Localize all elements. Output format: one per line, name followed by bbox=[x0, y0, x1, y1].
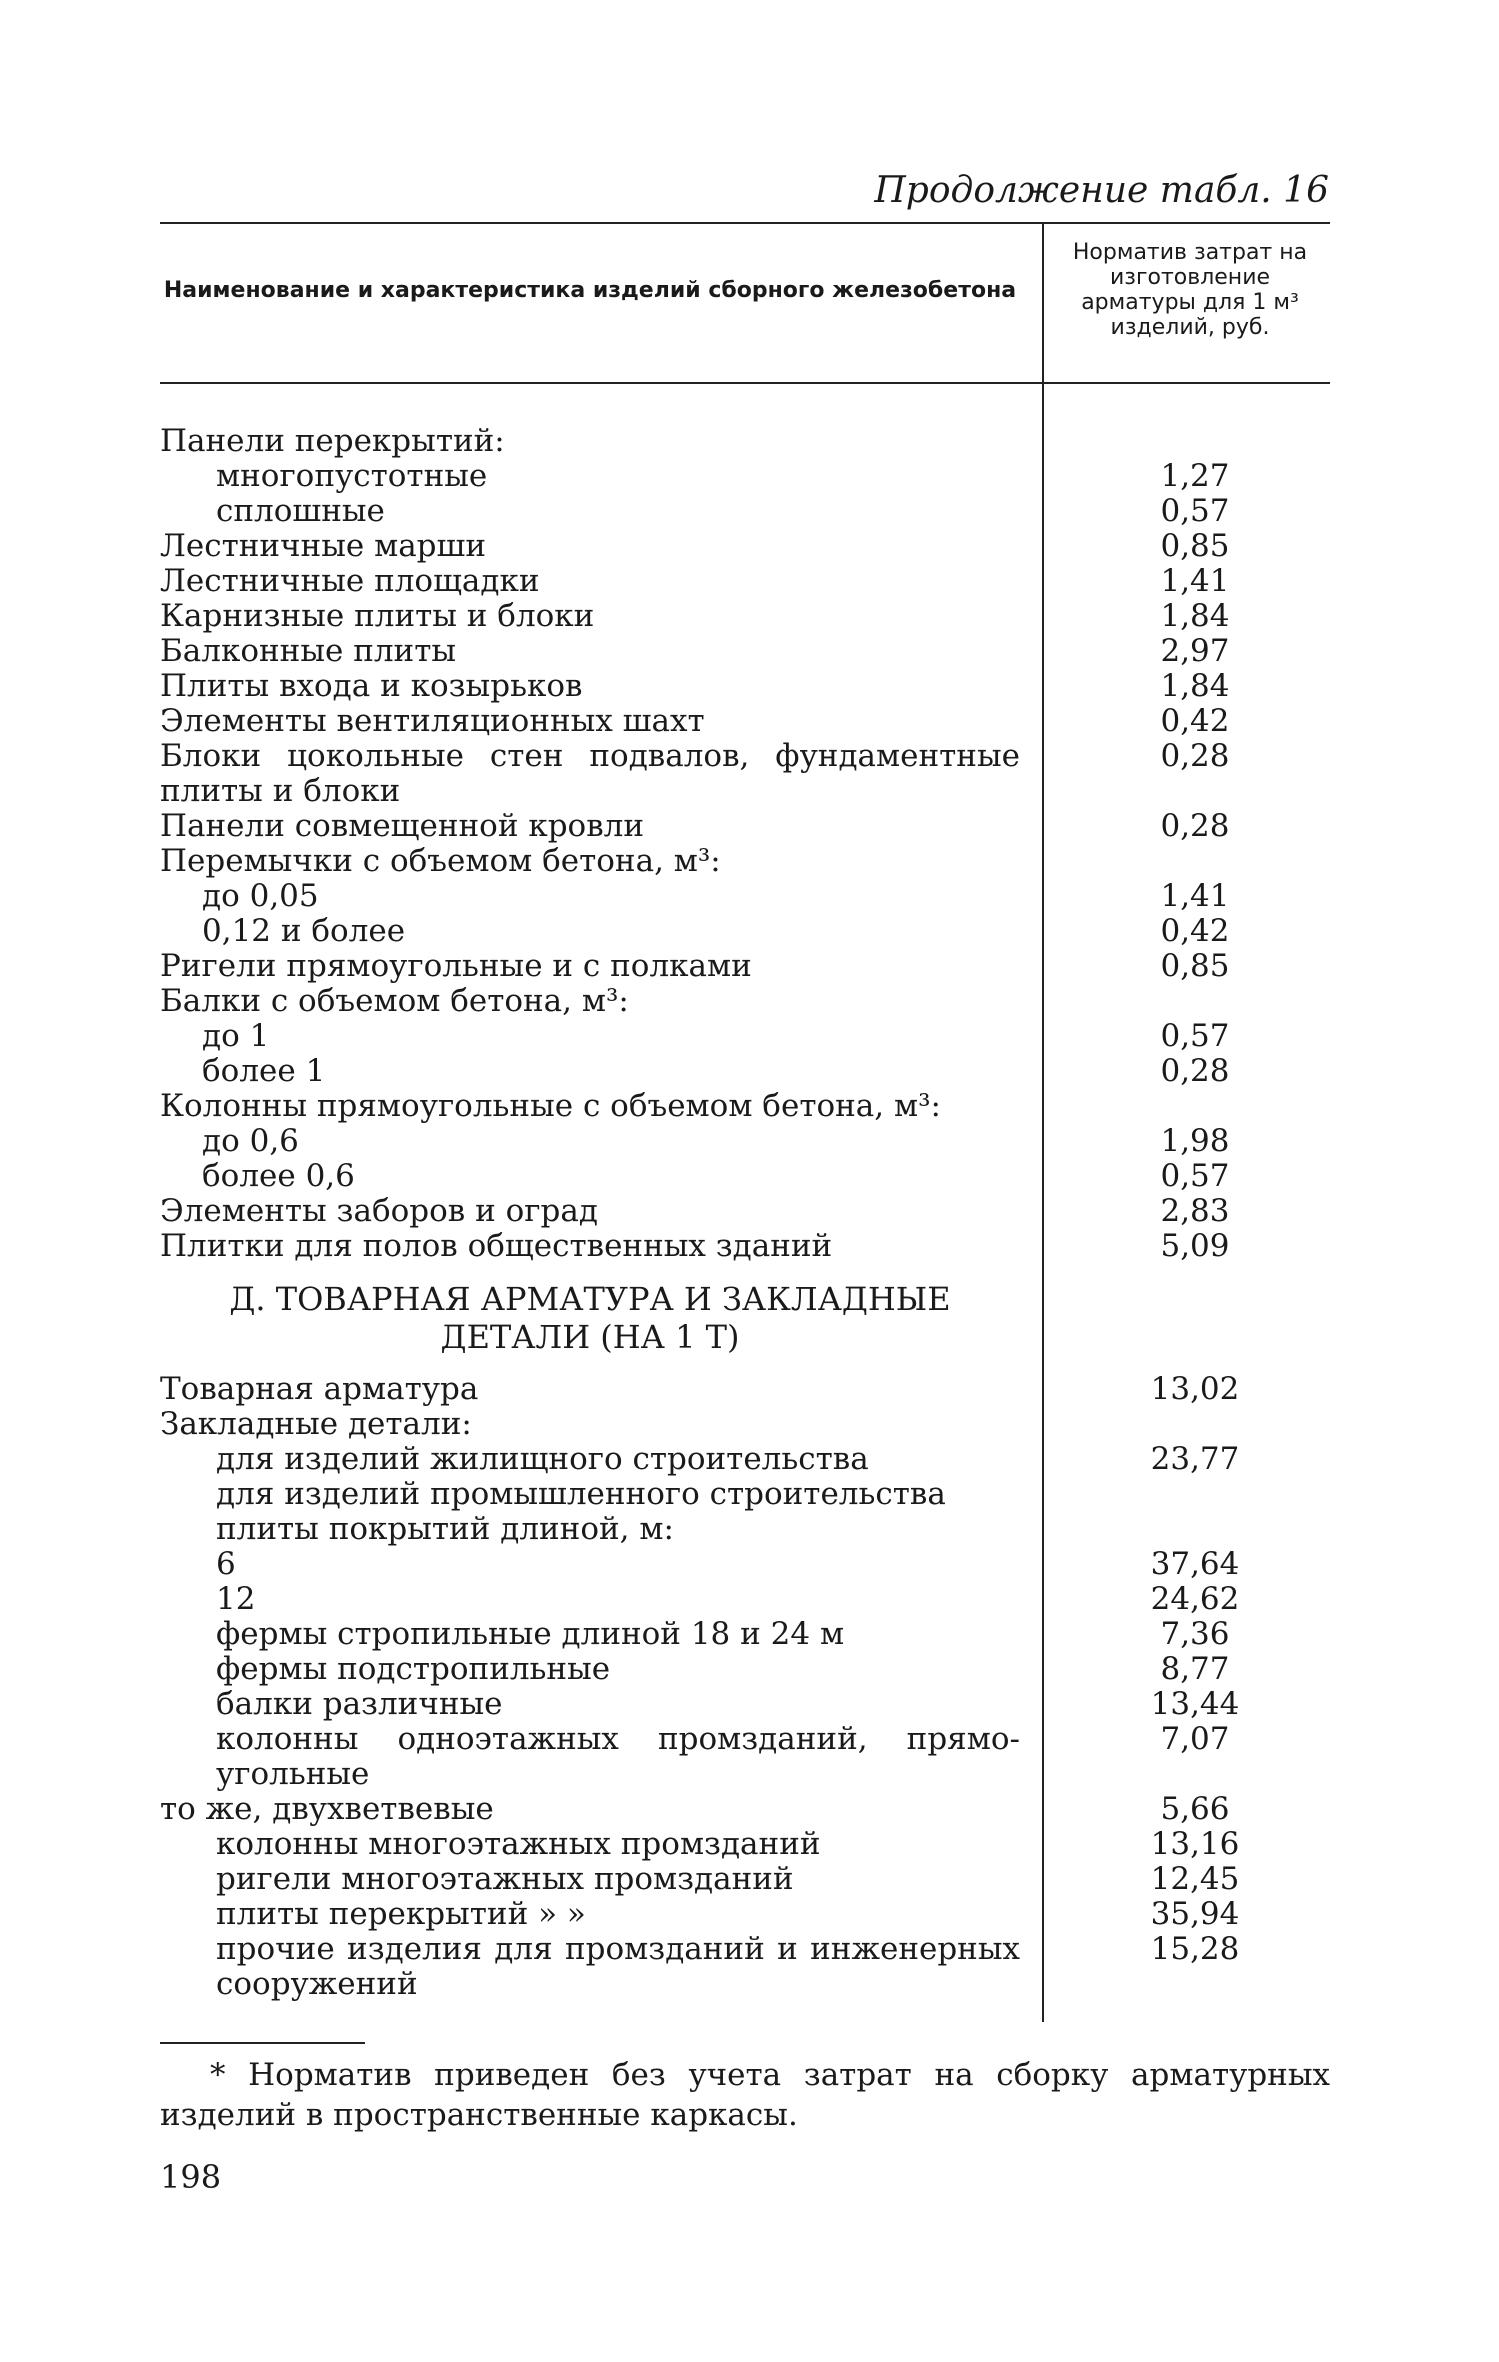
table-rows-part2 bbox=[160, 1372, 1330, 2002]
table-row bbox=[160, 1547, 1330, 1582]
table-top-rule bbox=[160, 222, 1330, 224]
row-value: 1,41 bbox=[1160, 563, 1230, 599]
row-value: 0,42 bbox=[1160, 703, 1230, 739]
table-row bbox=[160, 599, 1330, 634]
row-value: 35,94 bbox=[1150, 1896, 1240, 1932]
row-value: 7,36 bbox=[1160, 1616, 1230, 1652]
row-label: Ригели прямоугольные и с полками bbox=[160, 948, 752, 984]
table-row bbox=[160, 1827, 1330, 1862]
table-row bbox=[160, 669, 1330, 704]
table-row bbox=[160, 424, 1330, 459]
table-header-rule bbox=[160, 382, 1330, 384]
table-row bbox=[160, 1932, 1330, 1967]
row-label: сооружений bbox=[216, 1966, 418, 2002]
row-label: ригели многоэтажных промзданий bbox=[216, 1861, 794, 1897]
section-title bbox=[160, 1280, 1020, 1356]
table-caption: Продолжение табл. 16 bbox=[874, 170, 1329, 211]
table-row bbox=[160, 949, 1330, 984]
row-value bbox=[1060, 1512, 1330, 1547]
header-norm-column: Норматив затрат на изготовление арматуры для 1 м³ изделий, руб. bbox=[1072, 240, 1308, 340]
row-label: плиты покрытий длиной, м: bbox=[216, 1511, 674, 1547]
row-label: сплошные bbox=[216, 493, 385, 529]
row-value: 0,28 bbox=[1160, 1053, 1230, 1089]
row-value: 13,16 bbox=[1150, 1826, 1240, 1862]
row-label: колонны одноэтажных промзданий, прямо- bbox=[216, 1721, 1020, 1757]
row-value: 1,41 bbox=[1160, 878, 1230, 914]
row-value bbox=[1060, 424, 1330, 459]
table-row bbox=[160, 1967, 1330, 2002]
table-row bbox=[160, 1159, 1330, 1194]
row-label: плиты и блоки bbox=[160, 773, 401, 809]
row-label: Плитки для полов общественных зданий bbox=[160, 1228, 833, 1264]
row-label: угольные bbox=[216, 1756, 370, 1792]
section-title-line2: ДЕТАЛИ (НА 1 Т) bbox=[440, 1318, 740, 1356]
row-label: Товарная арматура bbox=[160, 1371, 479, 1407]
row-label: Балки с объемом бетона, м³: bbox=[160, 983, 629, 1019]
row-value: 5,09 bbox=[1160, 1228, 1230, 1264]
table-body bbox=[160, 424, 1330, 2002]
row-label: для изделий промышленного строительства bbox=[216, 1476, 946, 1512]
row-label: балки различные bbox=[216, 1686, 503, 1722]
table-row bbox=[160, 529, 1330, 564]
row-label: Элементы вентиляционных шахт bbox=[160, 703, 705, 739]
row-value bbox=[1060, 774, 1330, 809]
row-value: 0,85 bbox=[1160, 528, 1230, 564]
table-row bbox=[160, 1652, 1330, 1687]
table-row bbox=[160, 1617, 1330, 1652]
row-value: 24,62 bbox=[1150, 1581, 1240, 1617]
row-value bbox=[1060, 1967, 1330, 2002]
row-label: более 0,6 bbox=[202, 1158, 355, 1194]
table-row bbox=[160, 1019, 1330, 1054]
table-row bbox=[160, 1054, 1330, 1089]
table-row bbox=[160, 1792, 1330, 1827]
table-row bbox=[160, 739, 1330, 774]
table-row bbox=[160, 704, 1330, 739]
row-value bbox=[1060, 844, 1330, 879]
table-row bbox=[160, 1897, 1330, 1932]
row-label: прочие изделия для промзданий и инженерных bbox=[216, 1931, 1020, 1967]
footnote: * Норматив приведен без учета затрат на сборку арматурных изделий в пространственные каркасы. bbox=[160, 2057, 1330, 2133]
row-label: колонны многоэтажных промзданий bbox=[216, 1826, 821, 1862]
row-label: Карнизные плиты и блоки bbox=[160, 598, 595, 634]
row-label: плиты перекрытий » » bbox=[216, 1896, 586, 1932]
row-label: Панели перекрытий: bbox=[160, 423, 505, 459]
footnote-rule bbox=[160, 2042, 365, 2044]
row-label: более 1 bbox=[202, 1053, 326, 1089]
row-label: до 0,05 bbox=[202, 878, 319, 914]
row-label: Закладные детали: bbox=[160, 1406, 472, 1442]
table-row bbox=[160, 809, 1330, 844]
row-value: 1,98 bbox=[1160, 1123, 1230, 1159]
row-value: 0,85 bbox=[1160, 948, 1230, 984]
table-row bbox=[160, 1512, 1330, 1547]
row-label: Лестничные площадки bbox=[160, 563, 540, 599]
row-label: Элементы заборов и оград bbox=[160, 1193, 598, 1229]
row-label: Панели совмещенной кровли bbox=[160, 808, 645, 844]
table-row bbox=[160, 1442, 1330, 1477]
table-row bbox=[160, 844, 1330, 879]
page-number: 198 bbox=[160, 2158, 222, 2196]
row-label: Блоки цокольные стен подвалов, фундаментные bbox=[160, 738, 1020, 774]
table-row bbox=[160, 459, 1330, 494]
table-row bbox=[160, 1582, 1330, 1617]
row-value: 1,27 bbox=[1160, 458, 1230, 494]
table-row bbox=[160, 634, 1330, 669]
row-value: 1,84 bbox=[1160, 668, 1230, 704]
table-row bbox=[160, 879, 1330, 914]
row-label: то же, двухветвевые bbox=[160, 1791, 494, 1827]
table-row bbox=[160, 1372, 1330, 1407]
row-label: 6 bbox=[216, 1546, 236, 1582]
row-label: для изделий жилищного строительства bbox=[216, 1441, 869, 1477]
row-value bbox=[1060, 1407, 1330, 1442]
table-row bbox=[160, 1862, 1330, 1897]
section-title-line1: Д. ТОВАРНАЯ АРМАТУРА И ЗАКЛАДНЫЕ bbox=[229, 1280, 951, 1318]
row-value: 1,84 bbox=[1160, 598, 1230, 634]
row-value bbox=[1060, 1477, 1330, 1512]
row-label: фермы стропильные длиной 18 и 24 м bbox=[216, 1616, 845, 1652]
row-label: фермы подстропильные bbox=[216, 1651, 611, 1687]
row-value: 0,57 bbox=[1160, 1018, 1230, 1054]
table-row bbox=[160, 1194, 1330, 1229]
row-value: 12,45 bbox=[1150, 1861, 1240, 1897]
row-label: Колонны прямоугольные с объемом бетона, м³: bbox=[160, 1088, 941, 1124]
table-row bbox=[160, 774, 1330, 809]
row-label: многопустотные bbox=[216, 458, 488, 494]
row-value: 2,83 bbox=[1160, 1193, 1230, 1229]
row-value: 5,66 bbox=[1160, 1791, 1230, 1827]
table-row bbox=[160, 1722, 1330, 1757]
row-value: 2,97 bbox=[1160, 633, 1230, 669]
table-row bbox=[160, 1407, 1330, 1442]
row-label: Лестничные марши bbox=[160, 528, 486, 564]
row-value: 0,28 bbox=[1160, 808, 1230, 844]
table-row bbox=[160, 1089, 1330, 1124]
table-row bbox=[160, 1229, 1330, 1264]
row-label: 12 bbox=[216, 1581, 256, 1617]
row-label: до 1 bbox=[202, 1018, 270, 1054]
row-label: Балконные плиты bbox=[160, 633, 457, 669]
row-label: до 0,6 bbox=[202, 1123, 299, 1159]
table-row bbox=[160, 1124, 1330, 1159]
row-value: 13,44 bbox=[1150, 1686, 1240, 1722]
table-row bbox=[160, 914, 1330, 949]
row-value: 23,77 bbox=[1150, 1441, 1240, 1477]
row-value: 0,57 bbox=[1160, 1158, 1230, 1194]
table-rows-part1 bbox=[160, 424, 1330, 1264]
row-value bbox=[1060, 984, 1330, 1019]
row-value: 37,64 bbox=[1150, 1546, 1240, 1582]
row-value bbox=[1060, 1089, 1330, 1124]
row-value: 7,07 bbox=[1160, 1721, 1230, 1757]
table-row bbox=[160, 1477, 1330, 1512]
row-label: Перемычки с объемом бетона, м³: bbox=[160, 843, 721, 879]
table-row bbox=[160, 984, 1330, 1019]
row-value: 13,02 bbox=[1150, 1371, 1240, 1407]
row-value bbox=[1060, 1757, 1330, 1792]
row-value: 0,57 bbox=[1160, 493, 1230, 529]
table-row bbox=[160, 564, 1330, 599]
table-row bbox=[160, 1687, 1330, 1722]
row-value: 15,28 bbox=[1150, 1931, 1240, 1967]
row-value: 0,28 bbox=[1160, 738, 1230, 774]
table-row bbox=[160, 494, 1330, 529]
header-name-column: Наименование и характеристика изделий сборного железобетона bbox=[163, 278, 1017, 303]
table-row bbox=[160, 1757, 1330, 1792]
row-label: Плиты входа и козырьков bbox=[160, 668, 583, 704]
row-value: 8,77 bbox=[1160, 1651, 1230, 1687]
row-label: 0,12 и более bbox=[202, 913, 406, 949]
row-value: 0,42 bbox=[1160, 913, 1230, 949]
